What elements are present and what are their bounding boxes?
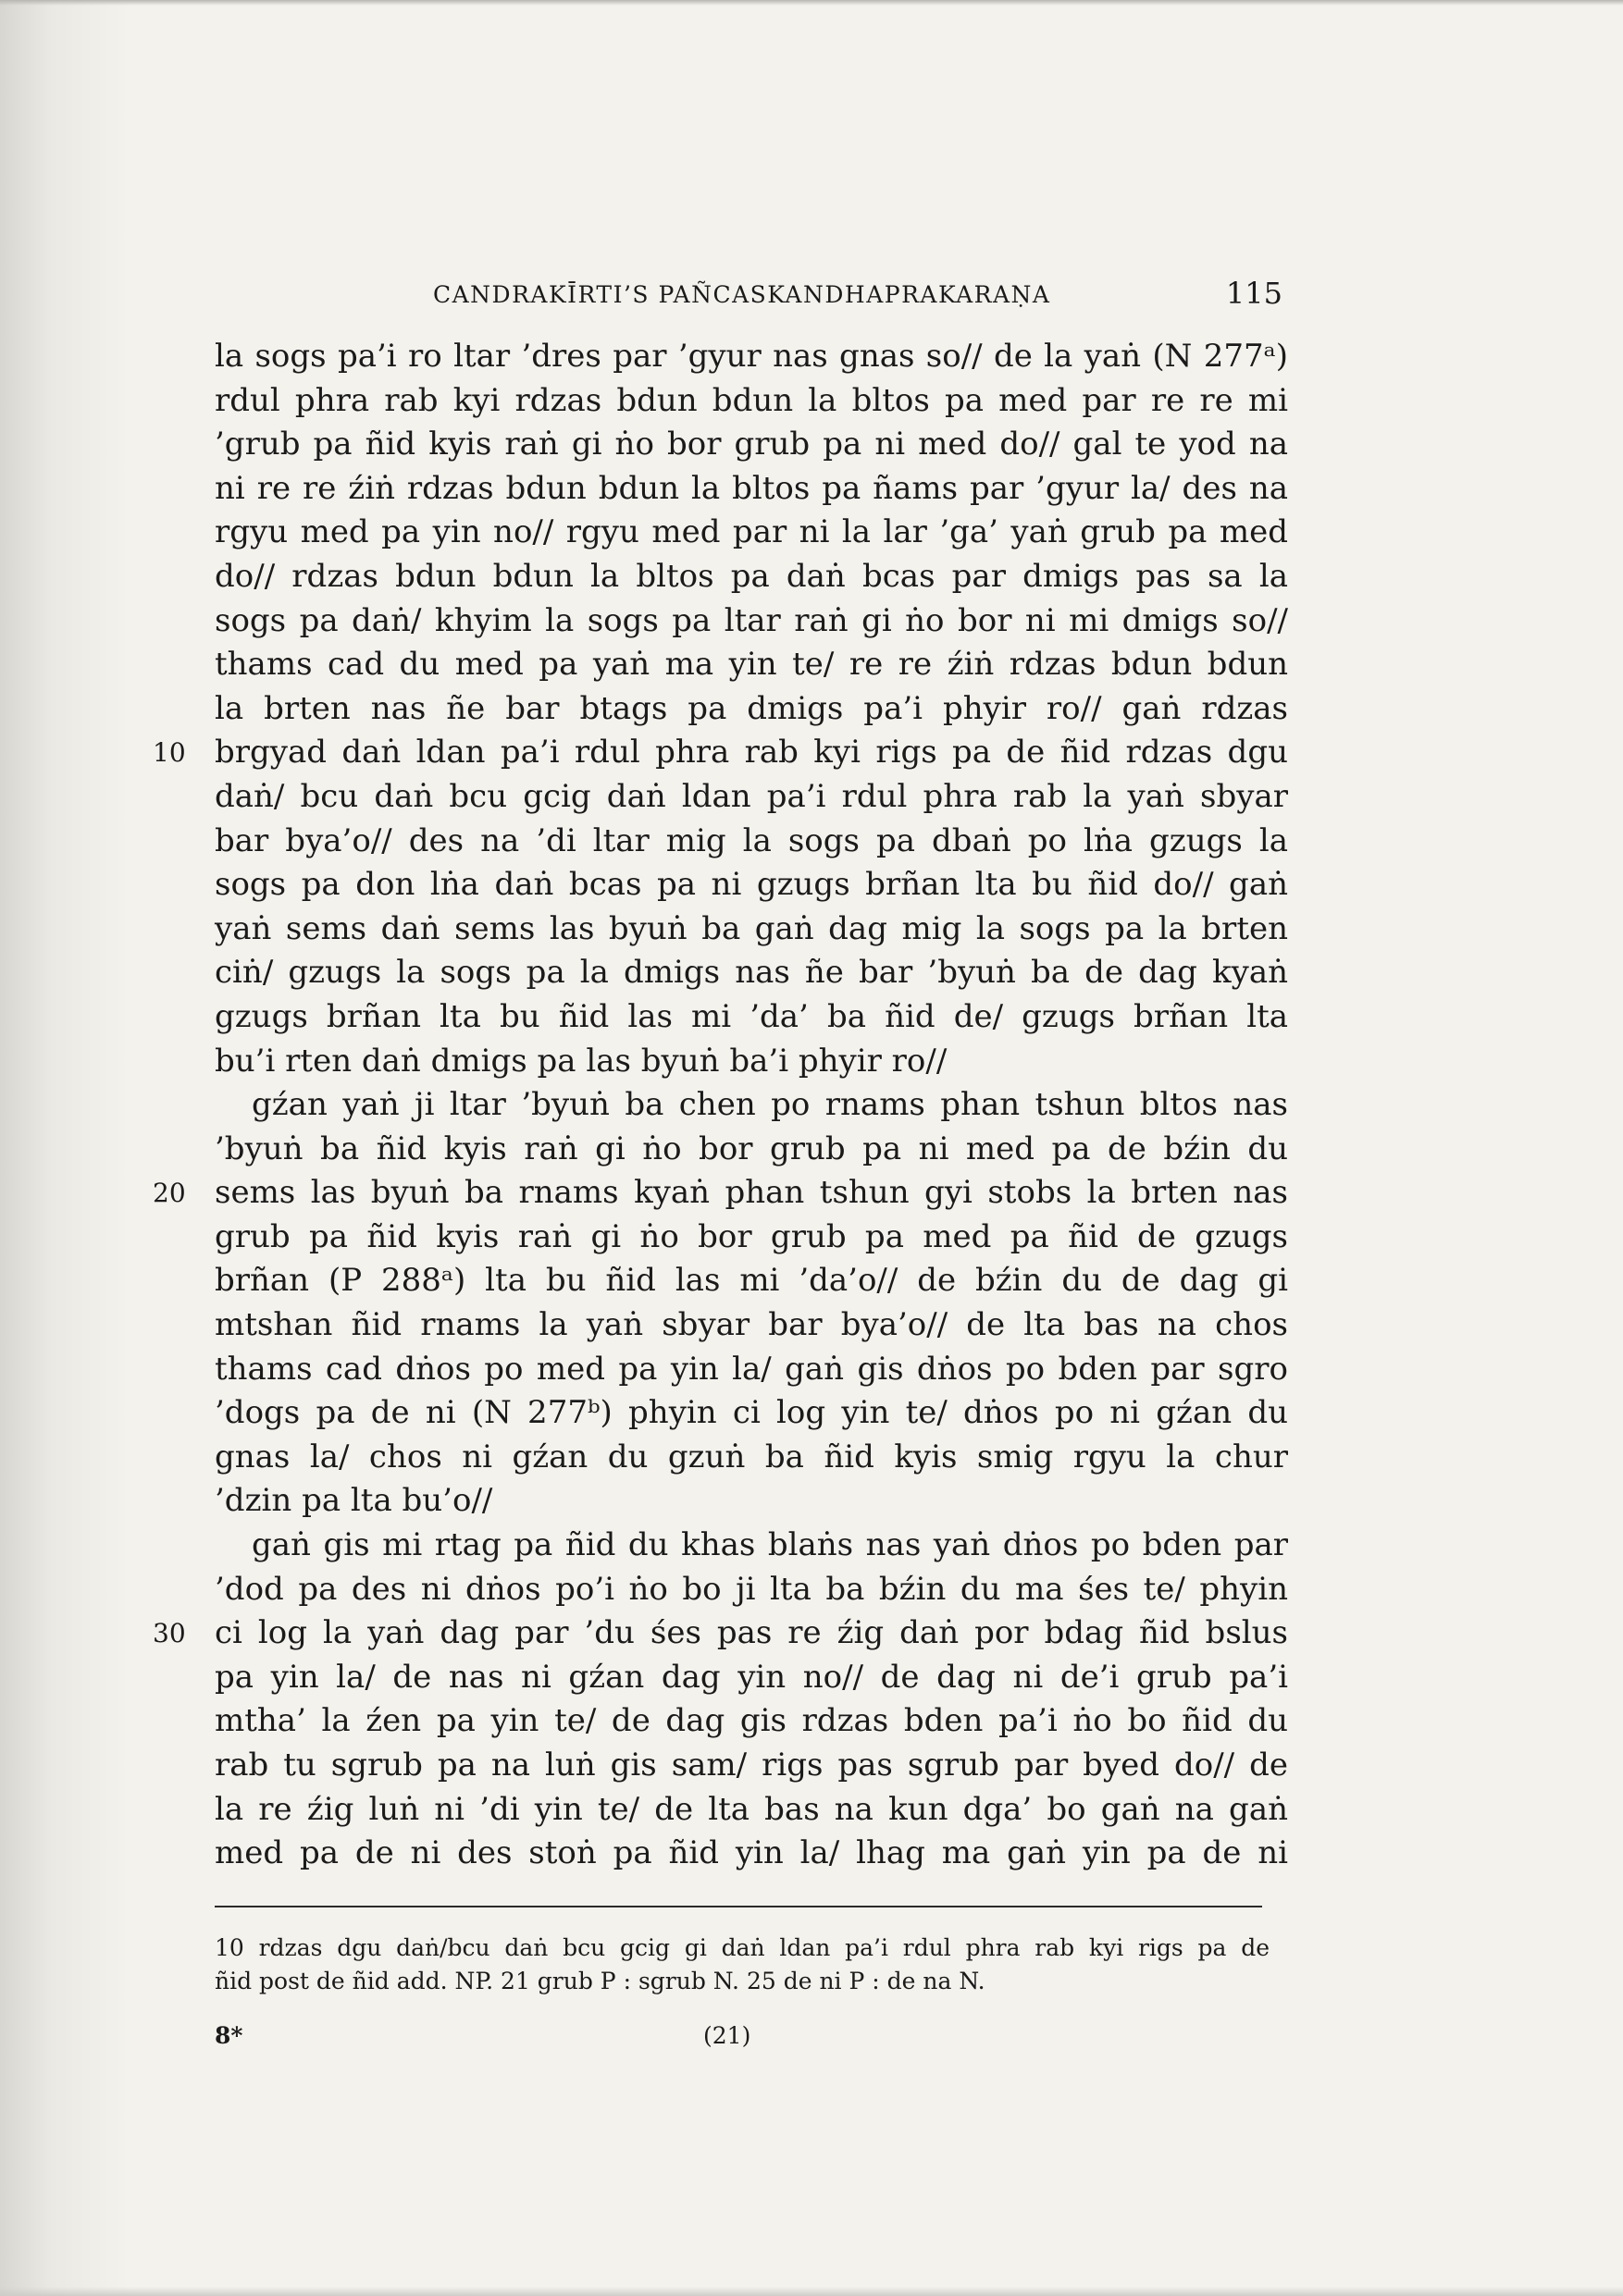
text-line: ’dogs pa de ni (N 277ᵇ) phyin ci log yin te/ dṅos po ni gźan du <box>215 1394 1288 1432</box>
text-line: ciṅ/ gzugs la sogs pa la dmigs nas ñe bar ’byuṅ ba de dag kyaṅ <box>215 954 1288 992</box>
text-line: ’dod pa des ni dṅos po’i ṅo bo ji lta ba bźin du ma śes te/ phyin <box>215 1570 1288 1608</box>
page-shadow-bottom <box>0 2287 1623 2296</box>
footnote-line: 10 rdzas dgu daṅ/bcu daṅ bcu gcig gi daṅ ldan pa’i rdul phra rab kyi rigs pa de <box>215 1934 1270 1961</box>
text-line: gaṅ gis mi rtag pa ñid du khas blaṅs nas yaṅ dṅos po bden par <box>252 1526 1288 1564</box>
sheet-number: (21) <box>703 2022 751 2049</box>
text-line: bu’i rten daṅ dmigs pa las byuṅ ba’i phyir ro// <box>215 1042 948 1080</box>
text-line: gnas la/ chos ni gźan du gzuṅ ba ñid kyis smig rgyu la chur <box>215 1438 1288 1475</box>
text-line: ’grub pa ñid kyis raṅ gi ṅo bor grub pa ni med do// gal te yod na <box>215 426 1288 463</box>
text-line: ni re re źiṅ rdzas bdun bdun la bltos pa ñams par ’gyur la/ des na <box>215 469 1288 507</box>
text-line: gźan yaṅ ji ltar ’byuṅ ba chen po rnams phan tshun bltos nas <box>252 1086 1288 1124</box>
text-line: pa yin la/ de nas ni gźan dag yin no// de dag ni de’i grub pa’i <box>215 1658 1288 1696</box>
text-line: thams cad du med pa yaṅ ma yin te/ re re źiṅ rdzas bdun bdun <box>215 646 1288 684</box>
text-line: yaṅ sems daṅ sems las byuṅ ba gaṅ dag mig la sogs pa la brten <box>215 909 1288 947</box>
text-line: mtshan ñid rnams la yaṅ sbyar bar bya’o// de lta bas na chos <box>215 1306 1288 1344</box>
text-line: rgyu med pa yin no// rgyu med par ni la lar ’ga’ yaṅ grub pa med <box>215 513 1288 551</box>
text-line: la brten nas ñe bar btags pa dmigs pa’i phyir ro// gaṅ rdzas <box>215 689 1288 727</box>
page-shadow-left <box>0 0 130 2296</box>
printer-signature-mark: 8* <box>215 2022 243 2049</box>
text-line: gzugs brñan lta bu ñid las mi ’da’ ba ñid de/ gzugs brñan lta <box>215 997 1288 1035</box>
footnote-line: ñid post de ñid add. NP. 21 grub P : sgrub N. 25 de ni P : de na N. <box>215 1968 985 1994</box>
footnotes <box>215 1932 1270 1998</box>
footnote-divider <box>215 1906 1262 1907</box>
main-text <box>153 335 1288 1876</box>
line-number: 20 <box>153 1178 186 1209</box>
text-line: la re źig luṅ ni ’di yin te/ de lta bas na kun dga’ bo gaṅ na gaṅ <box>215 1790 1288 1828</box>
text-line: sogs pa daṅ/ khyim la sogs pa ltar raṅ gi ṅo bor ni mi dmigs so// <box>215 601 1288 639</box>
text-line: la sogs pa’i ro ltar ’dres par ’gyur nas gnas so// de la yaṅ (N 277ᵃ) <box>215 338 1288 375</box>
text-line: brñan (P 288ᵃ) lta bu ñid las mi ’da’o// de bźin du de dag gi <box>215 1262 1288 1300</box>
line-number: 30 <box>153 1618 186 1649</box>
text-line: med pa de ni des stoṅ pa ñid yin la/ lhag ma gaṅ yin pa de ni <box>215 1834 1288 1872</box>
page-number: 115 <box>1225 276 1282 311</box>
text-line: grub pa ñid kyis raṅ gi ṅo bor grub pa med pa ñid de gzugs <box>215 1217 1288 1255</box>
text-line: ’dzin pa lta bu’o// <box>215 1482 493 1520</box>
text-line: rdul phra rab kyi rdzas bdun bdun la bltos pa med par re re mi <box>215 381 1288 419</box>
text-line: mtha’ la źen pa yin te/ de dag gis rdzas bden pa’i ṅo bo ñid du <box>215 1702 1288 1740</box>
running-header <box>278 276 1282 313</box>
text-line: ’byuṅ ba ñid kyis raṅ gi ṅo bor grub pa ni med pa de bźin du <box>215 1129 1288 1167</box>
running-title: CANDRAKĪRTI’S PAÑCASKANDHAPRAKARAṆA <box>433 281 1051 308</box>
page-shadow-top <box>0 0 1623 6</box>
text-line: sogs pa don lṅa daṅ bcas pa ni gzugs brñan lta bu ñid do// gaṅ <box>215 866 1288 904</box>
text-line: thams cad dṅos po med pa yin la/ gaṅ gis dṅos po bden par sgro <box>215 1350 1288 1388</box>
line-number: 10 <box>153 737 186 769</box>
text-line: ci log la yaṅ dag par ’du śes pas re źig daṅ por bdag ñid bslus 30 <box>215 1611 1288 1656</box>
text-line: daṅ/ bcu daṅ bcu gcig daṅ ldan pa’i rdul phra rab la yaṅ sbyar <box>215 777 1288 815</box>
text-line: sems las byuṅ ba rnams kyaṅ phan tshun gyi stobs la brten nas 20 <box>215 1171 1288 1216</box>
text-line: rab tu sgrub pa na luṅ gis sam/ rigs pas sgrub par byed do// de <box>215 1747 1288 1784</box>
text-line: brgyad daṅ ldan pa’i rdul phra rab kyi rigs pa de ñid rdzas dgu 10 <box>215 731 1288 775</box>
text-line: bar bya’o// des na ’di ltar mig la sogs pa dbaṅ po lṅa gzugs la <box>215 821 1288 859</box>
text-line: do// rdzas bdun bdun la bltos pa daṅ bcas par dmigs pas sa la <box>215 557 1288 595</box>
